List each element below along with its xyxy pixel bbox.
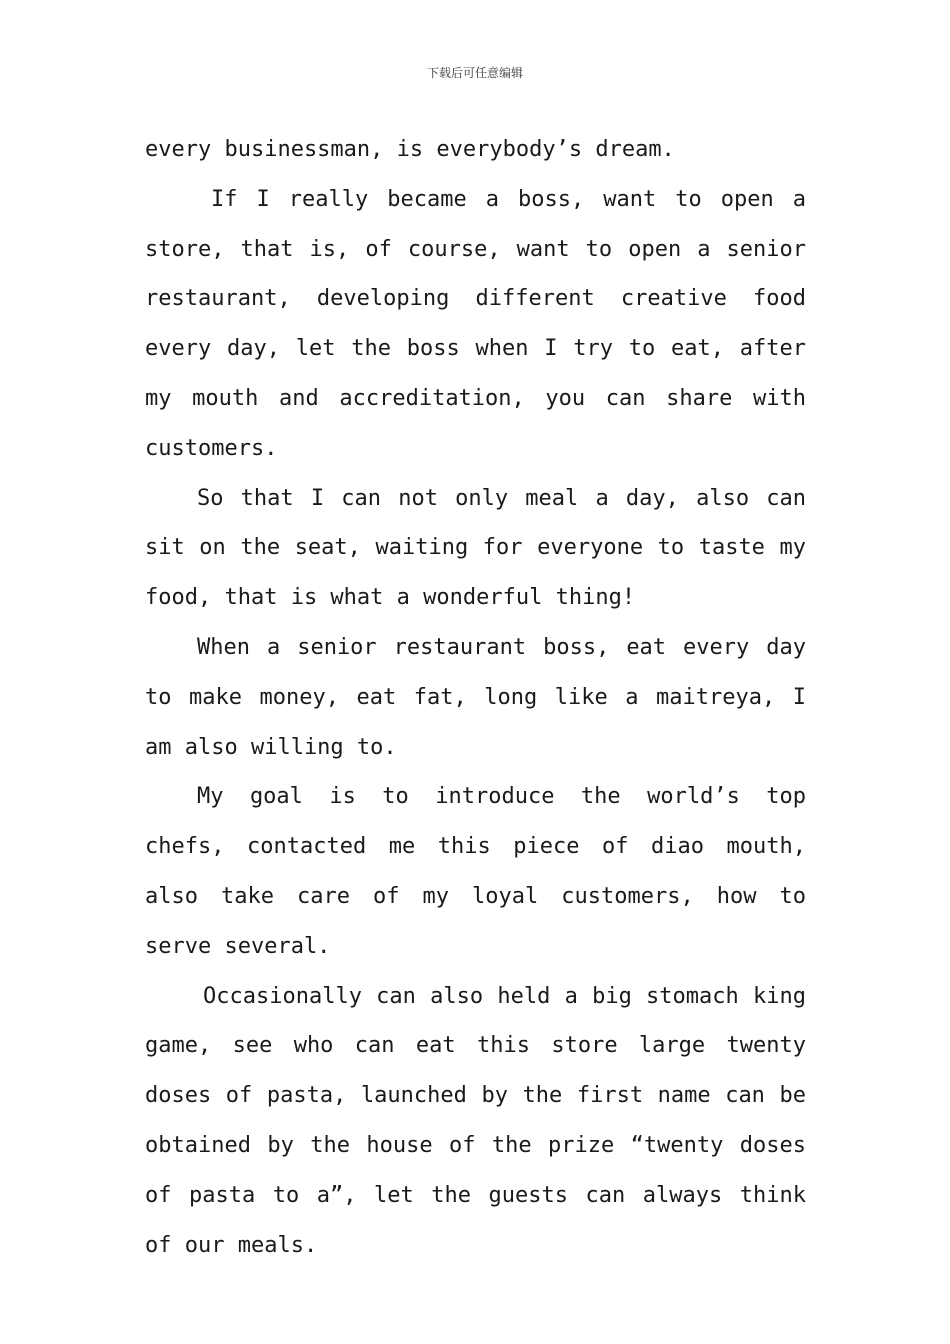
paragraph: Occasionally can also held a big stomach king game, see who can eat this store large twenty doses of pasta, launched by the first name can be obtained by the house of the prize “twenty doses of pasta to a”, let the guests can always think of our meals.	[145, 983, 806, 1258]
paragraph-continuation: every businessman, is everybody’s dream.	[145, 137, 675, 162]
paragraph: When a senior restaurant boss, eat every day to make money, eat fat, long like a maitreya, I am also willing to.	[145, 634, 806, 760]
paragraph: My goal is to introduce the world’s top chefs, contacted me this piece of diao mouth, also take care of my loyal customers, how to serve several.	[145, 784, 806, 959]
paragraph: So that I can not only meal a day, also can sit on the seat, waiting for everyone to taste my food, that is what a wonderful thing!	[145, 485, 806, 611]
page-header: 下载后可任意编辑	[426, 66, 523, 80]
document-body	[145, 125, 806, 1270]
paragraph: If I really became a boss, want to open a store, that is, of course, want to open a senior restaurant, developing different creative food every day, let the boss when I try to eat, after my mouth and accreditation, you can share with customers.	[145, 186, 806, 461]
